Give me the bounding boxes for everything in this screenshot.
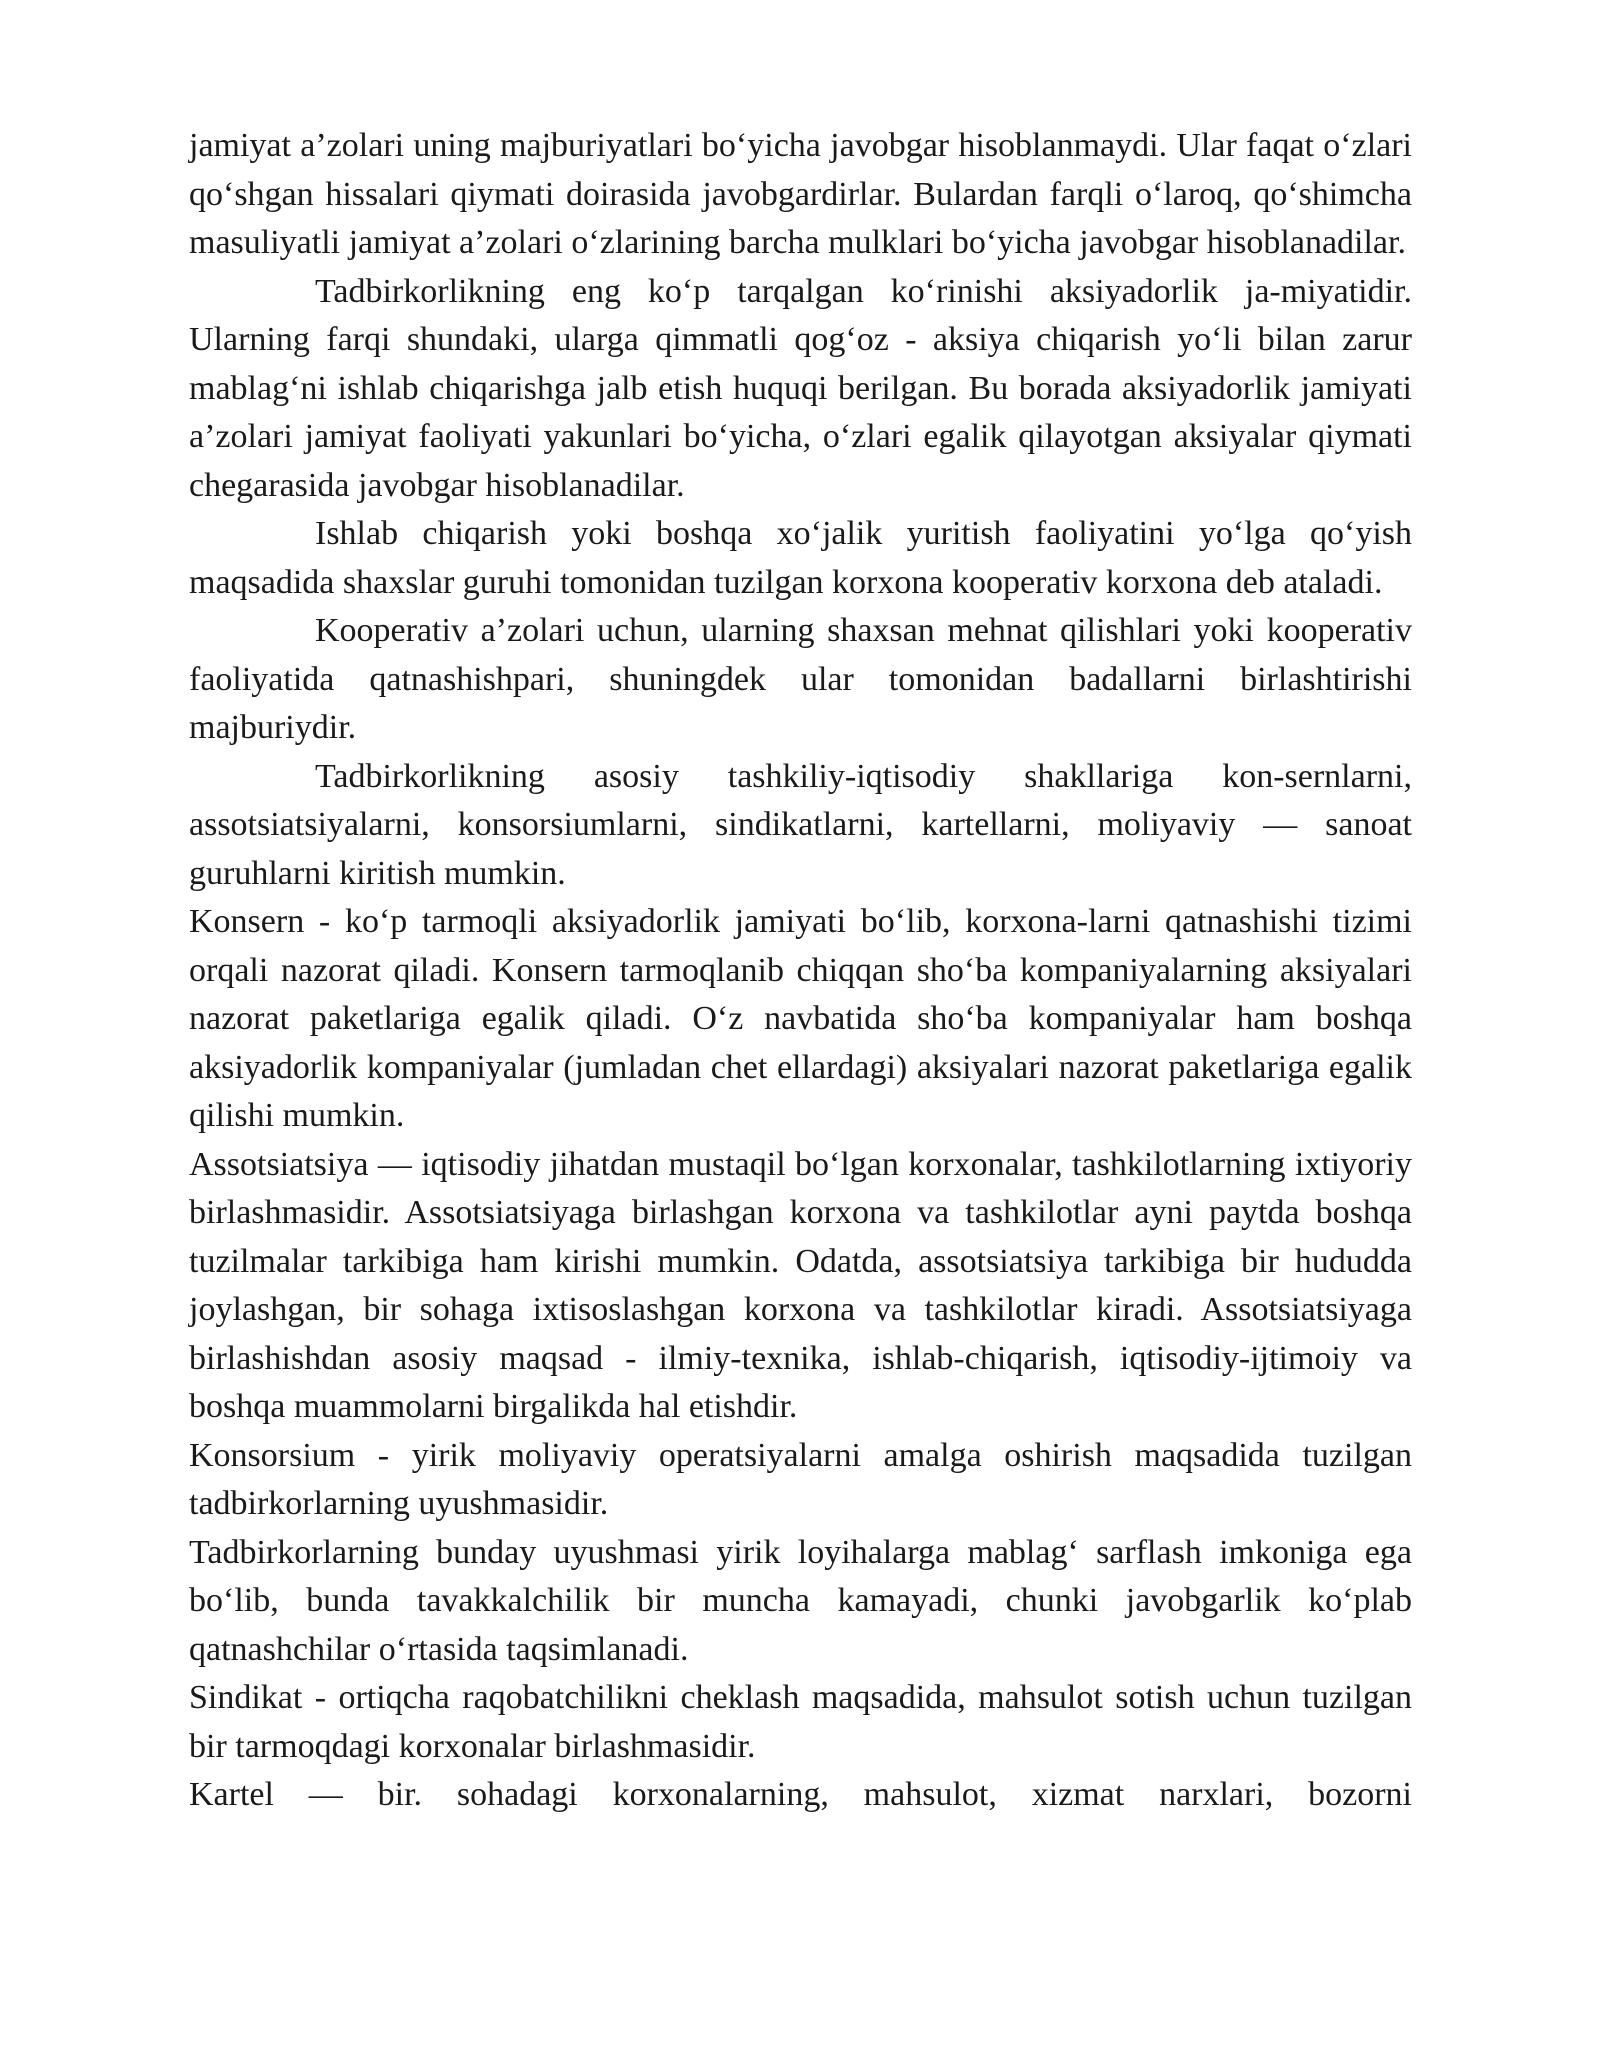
- paragraph-11: Kartel — bir. sohadagi korxonalarning, mahsulot, xizmat narxlari, bozorni: [189, 1776, 1412, 1813]
- paragraph-8: Konsorsium - yirik moliyaviy operatsiyalarni amalga oshirish maqsadida tuzilgan tadbirkorlarning uyushmasidir.: [189, 1436, 1412, 1522]
- paragraph-2: Tadbirkorlikning eng ko‘p tarqalgan ko‘rinishi aksiyadorlik ja-miyatidir. Ularning farqi shundaki, ularga qimmatli qog‘oz - aksiya chiqarish yo‘li bilan zarur mablag‘ni ishlab chiqarishga jalb etish huquqi berilgan. Bu borada aksiyadorlik jamiyati a’zolari jamiyat faoliyati yakunlari bo‘yicha, o‘zlari egalik qilayotgan aksiyalar qiymati chegarasida javobgar hisoblanadilar.: [189, 272, 1412, 504]
- paragraph-5: Tadbirkorlikning asosiy tashkiliy-iqtisodiy shakllariga kon-sernlarni, assotsiatsiyalarni, konsorsiumlarni, sindikatlarni, kartellarni, moliyaviy — sanoat guruhlarni kiritish mumkin.: [189, 757, 1412, 892]
- paragraph-6: Konsern - ko‘p tarmoqli aksiyadorlik jamiyati bo‘lib, korxona-larni qatnashishi tizimi orqali nazorat qiladi. Konsern tarmoqlanib chiqqan sho‘ba kompaniyalarning aksiyalari nazorat paketlariga egalik qiladi. O‘z navbatida sho‘ba kompaniyalar ham boshqa aksiyadorlik kompaniyalar (jumladan chet ellardagi) aksiyalari nazorat paketlariga egalik qilishi mumkin.: [189, 903, 1412, 1134]
- paragraph-3: Ishlab chiqarish yoki boshqa xo‘jalik yuritish faoliyatini yo‘lga qo‘yish maqsadida shaxslar guruhi tomonidan tuzilgan korxona kooperativ korxona deb ataladi.: [189, 515, 1412, 601]
- paragraph-1: jamiyat a’zolari uning majburiyatlari bo‘yicha javobgar hisoblanmaydi. Ular faqat o‘zlari qo‘shgan hissalari qiymati doirasida javobgardirlar. Bulardan farqli o‘laroq, qo‘shimcha masuliyatli jamiyat a’zolari o‘zlarining barcha mulklari bo‘yicha javobgar hisoblanadilar.: [189, 127, 1412, 261]
- paragraph-7: Assotsiatsiya — iqtisodiy jihatdan mustaqil bo‘lgan korxonalar, tashkilotlarning ixtiyoriy birlashmasidir. Assotsiatsiyaga birlashgan korxona va tashkilotlar ayni paytda boshqa tuzilmalar tarkibiga ham kirishi mumkin. Odatda, assotsiatsiya tarkibiga bir hududda joylashgan, bir sohaga ixtisoslashgan korxona va tashkilotlar kiradi. Assotsiatsiyaga birlashishdan asosiy maqsad - ilmiy-texnika, ishlab-chiqarish, iqtisodiy-ijtimoiy va boshqa muammolarni birgalikda hal etishdir.: [189, 1145, 1412, 1425]
- paragraph-4: Kooperativ a’zolari uchun, ularning shaxsan mehnat qilishlari yoki kooperativ faoliyatida qatnashishpari, shuningdek ular tomonidan badallarni birlashtirishi majburiydir.: [189, 612, 1412, 746]
- paragraph-9: Tadbirkorlarning bunday uyushmasi yirik loyihalarga mablag‘ sarflash imkoniga ega bo‘lib, bunda tavakkalchilik bir muncha kamayadi, chunki javobgarlik ko‘plab qatnashchilar o‘rtasida taqsimlanadi.: [189, 1533, 1412, 1668]
- paragraph-10: Sindikat - ortiqcha raqobatchilikni cheklash maqsadida, mahsulot sotish uchun tuzilgan bir tarmoqdagi korxonalar birlashmasidir.: [189, 1679, 1412, 1765]
- document-page: [189, 122, 1412, 1820]
